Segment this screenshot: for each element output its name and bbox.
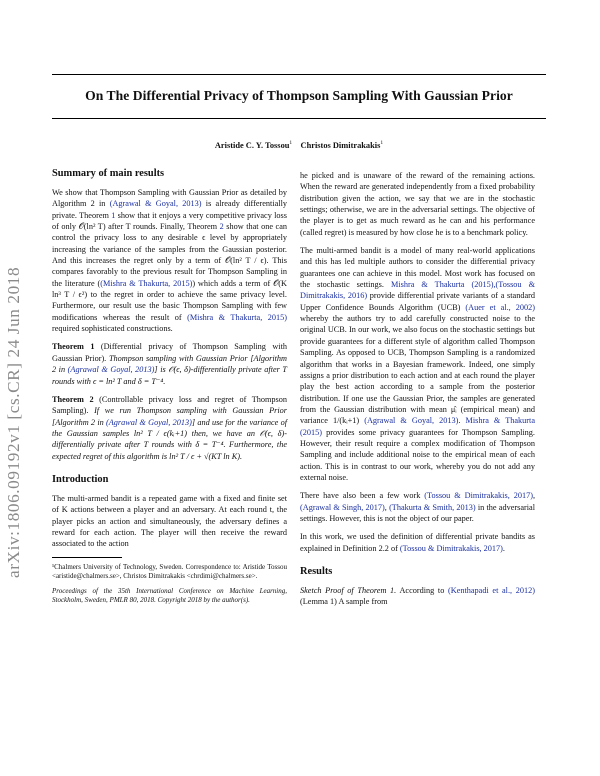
- author-affil-mark: 1: [289, 140, 293, 146]
- citation-link[interactable]: (Mishra & Thakurta, 2015): [187, 312, 287, 322]
- footnote-affiliation: ¹Chalmers University of Technology, Sweden. Correspondence to: Aristide Tossou <aristide@chalmers.se>, Christos Dimitrakakis <chrdimi@chalmers.se>.: [52, 562, 287, 581]
- paper-title: On The Differential Privacy of Thompson Sampling With Gaussian Prior: [85, 88, 513, 103]
- paragraph-text: (Lemma 1) A sample from: [300, 597, 388, 607]
- citation-link[interactable]: (Thakurta & Smith, 2013): [389, 502, 476, 512]
- theorem-body-text: ] and use for the variance of the Gaussian samples ln² T / ϵ(kᵢ+1) then, we have an 𝒪(ϵ, δ)-differentially private after T rounds with δ = T⁻⁴. Furthermore, the expected regret of this algorithm is ln² T / ϵ + √(KT ln K).: [52, 417, 287, 461]
- citation-link[interactable]: (Mishra & Thakurta, 2015): [100, 278, 193, 288]
- related-work-paragraph: [300, 245, 535, 483]
- citation-link[interactable]: (Tossou & Dimitrakakis, 2017): [399, 543, 503, 553]
- author-name: Aristide C. Y. Tossou: [214, 140, 290, 150]
- citation-link[interactable]: (Agrawal & Goyal, 2013): [67, 365, 155, 375]
- paragraph-text: .: [458, 416, 466, 426]
- paragraph-text: In this work, we used the definition of differential private bandits as explained in Definition 2.2 of: [300, 532, 535, 553]
- right-column: [300, 170, 535, 615]
- theorem-name: (Controllable privacy loss and regret of Thompson Sampling).: [52, 394, 287, 416]
- intro-paragraph: The multi-armed bandit is a repeated game with a fixed and finite set of K actions between a player and an adversary. At each round t, the player picks an action and simultaneously, the adversary defines a reward for each action. The player will then receive the reward associated to the action: [52, 493, 287, 549]
- theorem-label: Theorem 2: [52, 394, 94, 404]
- definition-paragraph: [300, 531, 535, 554]
- author-list: [52, 140, 546, 150]
- citation-link[interactable]: (Agrawal & Singh, 2017): [300, 502, 385, 512]
- left-column: [52, 167, 287, 611]
- author-name: Christos Dimitrakakis: [300, 140, 381, 150]
- theorem-body-text: ] is 𝒪(ϵ, δ)-differentially private after T rounds with ϵ = ln² T and δ = T⁻⁴.: [52, 365, 288, 386]
- section-heading-introduction: Introduction: [52, 473, 109, 485]
- citation-link[interactable]: Mishra & Thakurta (2015),(Tossou & Dimitrakakis, 2016): [300, 280, 535, 301]
- citation-link[interactable]: (Agrawal & Goyal, 2013): [106, 417, 192, 427]
- paragraph-text: in the adversarial settings. However, this is not the object of our paper.: [300, 502, 535, 523]
- citation-link[interactable]: (Tossou & Dimitrakakis, 2017): [424, 491, 533, 501]
- theorem-2: [52, 394, 287, 462]
- theorem-body-text: If we run Thompson sampling with Gaussian Prior [Algorithm 2 in: [52, 406, 287, 427]
- paragraph-text: According to: [396, 586, 448, 595]
- theorem-label: Theorem 1: [52, 342, 95, 352]
- intro-continued-paragraph: he picked and is unaware of the reward of the remaining actions. When the reward are generated independently from a fixed probability distribution given the action, we say that we are in the stochastic settings; otherwise, we are in the adversarial settings. The objective of the player is to get as much reward as he can and his performance (called regret) is measured by how close he is to a benchmark policy.: [300, 171, 535, 237]
- arxiv-stamp: arXiv:1806.09192v1 [cs.CR] 24 Jun 2018: [4, 266, 23, 578]
- summary-paragraph: [52, 187, 287, 334]
- citation-link[interactable]: Mishra & Thakurta (2015): [300, 416, 536, 437]
- title-bottom-rule: [52, 118, 546, 119]
- theorem-1: [52, 341, 287, 386]
- citation-link[interactable]: 1: [111, 210, 116, 220]
- results-paragraph: [300, 585, 535, 608]
- footnote-rule: [52, 557, 122, 558]
- paragraph-text: show that it enjoys a very competitive privacy loss of only 𝒪(ln² T) after T rounds. Finally, Theorem: [52, 210, 287, 232]
- citation-link[interactable]: (Agrawal & Goyal, 2013): [109, 199, 202, 209]
- paragraph-text: required sophisticated constructions.: [52, 324, 173, 334]
- paragraph-text: provides some privacy guarantees for Thompson Sampling. However, their result require a complex modification of Thompson Sampling and include additional noise to the empirical mean of each action. This is in contrast to our work, whereby you do not add any external noise.: [300, 427, 535, 482]
- paragraph-text: provide differential private variants of a standard Upper Confidence Bounds Algorithm (UCB): [300, 291, 535, 312]
- section-heading-summary: Summary of main results: [52, 168, 165, 179]
- citation-link[interactable]: (Kenthapadi et al., 2012): [447, 586, 535, 595]
- paragraph-text: We show that Thompson Sampling with Gaussian Prior as detailed by Algorithm 2 in: [52, 188, 287, 209]
- paragraph-text: ) which adds a term of 𝒪(K ln³ T / ϵ²) to the regret in order to achieve the same privacy level. Furthermore, our result use the basic Thompson Sampling with few modifications whereas the result of: [52, 278, 287, 322]
- section-heading-results: Results: [300, 566, 333, 577]
- adversarial-work-paragraph: [300, 490, 535, 524]
- paragraph-text: .: [502, 543, 505, 553]
- footnote-proceedings: Proceedings of the 35th International Conference on Machine Learning, Stockholm, Sweden, PMLR 80, 2018. Copyright 2018 by the author(s).: [52, 586, 287, 605]
- citation-link[interactable]: 2: [219, 222, 224, 232]
- paragraph-text: whereby the authors try to add carefully constructed noise to the original UCB. In our work, we also focus on the stochastic settings but provide guarantees for a different style of algorithm called Thompson Sampling. As opposed to UCB, Thompson Sampling is a randomized algorithm that works in a Bayesian framework. Indeed, one simply assigns a prior distribution to each action and at each round the player play the best action according to a sample from the posterior distribution. If one use the Gaussian Prior, the samples are generated from the Gaussian distribution with mean μ̂ᵢ (empirical mean) and variance 1/(kᵢ+1): [300, 314, 535, 426]
- citation-link[interactable]: (Auer et al., 2002): [465, 302, 535, 312]
- author-affil-mark: 1: [380, 140, 384, 146]
- paragraph-text: is already differentially private. Theorem: [52, 199, 287, 220]
- title-top-rule: [52, 74, 546, 75]
- paragraph-text: There have also been a few work: [300, 491, 425, 501]
- paragraph-text: show that one can control the privacy loss to any desirable ϵ level by appropriately increasing the variance of the samples from the Gaussian posterior. And this increases the regret only by a term of 𝒪(ln² T / ϵ). This compares favorably to the previous result for Thompson Sampling in the literature (: [52, 222, 287, 288]
- theorem-name: (Differential privacy of Thompson Sampling with Gaussian Prior).: [52, 342, 287, 363]
- paragraph-text: ,: [532, 491, 536, 501]
- paragraph-text: Sketch Proof of Theorem 1.: [300, 586, 397, 595]
- paragraph-text: The multi-armed bandit is a model of many real-world applications and this has led multiple authors to consider the differential privacy guarantees one can achieve in this model. Most work has focused on the stochastic settings.: [300, 246, 535, 290]
- paragraph-text: ,: [384, 502, 390, 512]
- citation-link[interactable]: (Agrawal & Goyal, 2013): [364, 416, 459, 426]
- theorem-body-text: Thompson sampling with Gaussian Prior [Algorithm 2 in: [52, 353, 287, 375]
